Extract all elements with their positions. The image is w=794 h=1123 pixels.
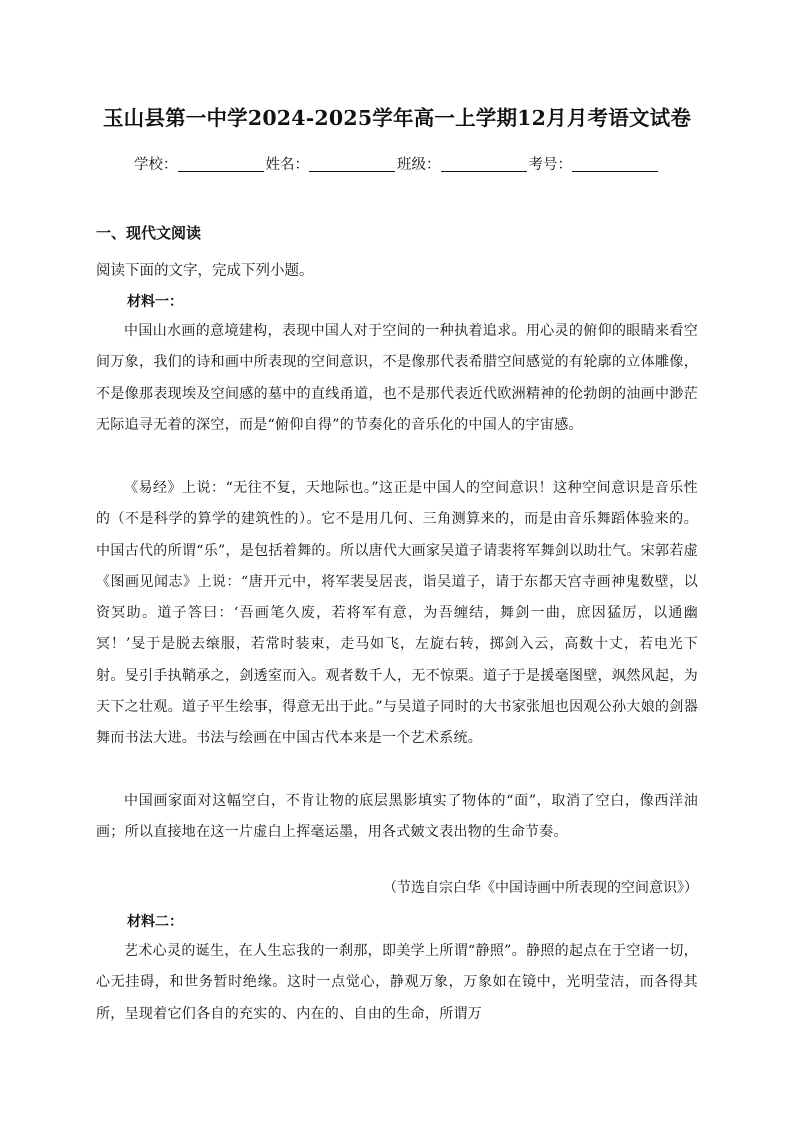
name-blank[interactable] bbox=[309, 156, 395, 172]
name-label: 姓名： bbox=[265, 157, 309, 173]
exam-title: 玉山县第一中学2024-2025学年高一上学期12月月考语文试卷 bbox=[102, 106, 692, 130]
material-one-label: 材料一： bbox=[127, 294, 183, 310]
class-label: 班级： bbox=[397, 157, 441, 173]
section-heading: 一、现代文阅读 bbox=[96, 224, 202, 242]
student-info-row bbox=[0, 153, 794, 174]
material-one-source: （节选自宗白华《中国诗画中所表现的空间意识》） bbox=[383, 880, 698, 896]
school-label: 学校： bbox=[134, 157, 178, 173]
material-two-label: 材料二： bbox=[127, 914, 183, 930]
class-blank[interactable] bbox=[441, 156, 527, 172]
school-blank[interactable] bbox=[178, 156, 264, 172]
reading-instruction: 阅读下面的文字，完成下列小题。 bbox=[96, 263, 314, 279]
number-label: 考号： bbox=[528, 157, 572, 173]
material-one-paragraph-1: 中国山水画的意境建构，表现中国人对于空间的一种执着追求。用心灵的俯仰的眼睛来看空间万象，我们的诗和画中所表现的空间意识，不是像那代表希腊空间感觉的有轮廓的立体雕像，不是像那表现埃及空间感的墓中的直线甬道，也不是那代表近代欧洲精神的伦勃朗的油画中渺茫无际追寻无着的深空，而是“俯仰自得”的节奏化的音乐化的中国人的宇宙感。 bbox=[96, 323, 698, 433]
material-two-paragraph-1: 艺术心灵的诞生，在人生忘我的一刹那，即美学上所谓“静照”。静照的起点在于空诸一切，心无挂碍，和世务暂时绝缘。这时一点觉心，静观万象，万象如在镜中，光明莹洁，而各得其所，呈现着它们各自的充实的、内在的、自由的生命，所谓万 bbox=[96, 943, 698, 1022]
number-blank[interactable] bbox=[572, 156, 658, 172]
material-one-paragraph-2: 《易经》上说：“无往不复，天地际也。”这正是中国人的空间意识！这种空间意识是音乐性的（不是科学的算学的建筑性的）。它不是用几何、三角测算来的，而是由音乐舞蹈体验来的。中国古代的所谓“乐”，是包括着舞的。所以唐代大画家吴道子请裴将军舞剑以助壮气。宋郭若虚《图画见闻志》上说：“唐开元中，将军裴旻居丧，诣吴道子，请于东都天宫寺画神鬼数壁，以资冥助。道子答曰：‘吾画笔久废，若将军有意，为吾缠结，舞剑一曲，庶因猛厉，以通幽冥！’旻于是脱去缞服，若常时装束，走马如飞，左旋右转，掷剑入云，高数十丈，若电光下射。旻引手执鞘承之，剑透室而入。观者数千人，无不惊栗。道子于是援毫图壁，飒然风起，为天下之壮观。道子平生绘事，得意无出于此。”与吴道子同时的大书家张旭也因观公孙大娘的剑器舞而书法大进。书法与绘画在中国古代本来是一个艺术系统。 bbox=[96, 480, 698, 747]
material-one-paragraph-3: 中国画家面对这幅空白，不肯让物的底层黑影填实了物体的“面”，取消了空白，像西洋油画；所以直接地在这一片虚白上挥毫运墨，用各式皴文表出物的生命节奏。 bbox=[96, 793, 698, 841]
